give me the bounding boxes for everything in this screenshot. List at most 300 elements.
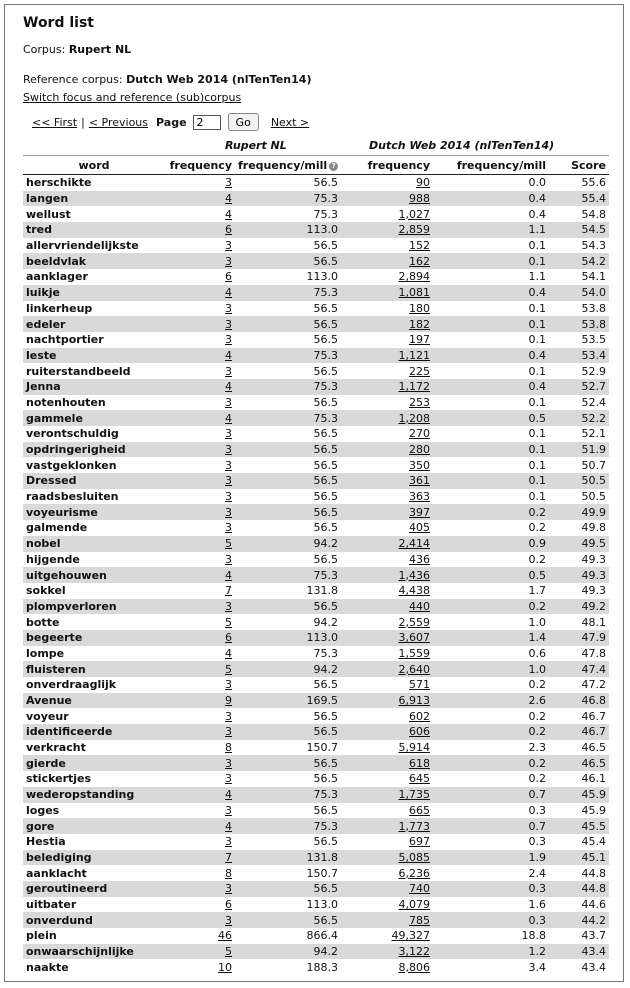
ref-frequency-cell-link[interactable]: 162 xyxy=(409,254,430,268)
frequency-cell-link[interactable]: 3 xyxy=(225,458,232,472)
ref-frequency-mill-cell: 0.4 xyxy=(433,348,549,364)
score-cell: 46.5 xyxy=(581,741,606,755)
help-icon[interactable]: ? xyxy=(329,162,338,171)
frequency-cell-link[interactable]: 3 xyxy=(225,913,232,927)
frequency-cell xyxy=(165,583,235,599)
frequency-mill-cell: 56.5 xyxy=(313,678,338,692)
main-content xyxy=(23,15,609,975)
frequency-cell-link[interactable]: 3 xyxy=(225,474,232,488)
ref-frequency-cell-link[interactable]: 3,607 xyxy=(398,631,430,645)
word-cell: botte xyxy=(26,615,60,629)
frequency-cell-link[interactable]: 5 xyxy=(225,537,232,551)
ref-frequency-mill-cell: 0.1 xyxy=(528,301,546,315)
table-row xyxy=(23,614,609,630)
word-cell: geroutineerd xyxy=(23,881,165,897)
frequency-cell xyxy=(165,285,235,301)
ref-frequency-cell-link[interactable]: 397 xyxy=(409,505,430,519)
ref-frequency-cell xyxy=(341,897,433,913)
frequency-cell-link[interactable]: 4 xyxy=(225,192,232,206)
frequency-cell xyxy=(165,803,235,819)
reference-corpus-name: Dutch Web 2014 (nlTenTen14) xyxy=(126,73,312,86)
word-cell: ruiterstandbeeld xyxy=(26,364,131,378)
ref-frequency-cell-link[interactable]: 90 xyxy=(416,176,430,190)
reference-corpus-group-header: Dutch Web 2014 (nlTenTen14) xyxy=(369,139,555,152)
score-cell: 54.5 xyxy=(549,222,609,238)
ref-frequency-cell xyxy=(341,881,433,897)
score-cell: 54.3 xyxy=(581,239,606,253)
table-row xyxy=(23,724,609,740)
word-cell: aanklager xyxy=(26,270,88,284)
ref-frequency-mill-cell: 0.4 xyxy=(528,207,546,221)
score-cell: 49.5 xyxy=(549,536,609,552)
frequency-cell-link[interactable]: 3 xyxy=(225,443,232,457)
ref-frequency-mill-cell: 0.9 xyxy=(433,536,549,552)
frequency-cell-link[interactable]: 4 xyxy=(225,348,232,362)
ref-frequency-cell xyxy=(341,238,433,254)
ref-frequency-cell xyxy=(341,755,433,771)
frequency-mill-cell: 75.3 xyxy=(235,567,341,583)
next-page-link[interactable]: Next > xyxy=(270,115,310,129)
frequency-cell xyxy=(165,755,235,771)
ref-frequency-cell-link[interactable]: 152 xyxy=(409,239,430,253)
frequency-cell-link[interactable]: 3 xyxy=(225,254,232,268)
word-cell: vastgeklonken xyxy=(26,458,117,472)
ref-frequency-cell xyxy=(341,630,433,646)
ref-frequency-mill-cell: 3.4 xyxy=(528,960,546,974)
ref-frequency-cell-link[interactable]: 988 xyxy=(409,192,430,206)
frequency-cell-link[interactable]: 8 xyxy=(225,741,232,755)
frequency-cell-link[interactable]: 5 xyxy=(225,615,232,629)
table-row xyxy=(23,206,609,222)
frequency-cell-link[interactable]: 46 xyxy=(218,929,232,943)
score-cell: 52.9 xyxy=(581,364,606,378)
ref-frequency-mill-cell: 0.2 xyxy=(433,599,549,615)
word-cell: belediging xyxy=(23,850,165,866)
corpus-name: Rupert NL xyxy=(68,43,132,56)
ref-frequency-cell-link[interactable]: 49,327 xyxy=(391,929,430,943)
table-row xyxy=(23,912,609,928)
table-row xyxy=(23,473,609,489)
column-header-frequency[interactable]: frequency xyxy=(165,156,235,175)
ref-frequency-cell-link[interactable]: 197 xyxy=(409,333,430,347)
table-row xyxy=(23,787,609,803)
word-cell: Jenna xyxy=(23,379,165,395)
frequency-mill-cell: 56.5 xyxy=(235,599,341,615)
first-page-link[interactable]: << First xyxy=(32,115,78,129)
table-row xyxy=(23,865,609,881)
table-row xyxy=(23,803,609,819)
frequency-cell xyxy=(165,865,235,881)
table-row xyxy=(23,630,609,646)
table-row xyxy=(23,708,609,724)
frequency-mill-cell: 56.5 xyxy=(313,521,338,535)
ref-frequency-cell xyxy=(341,850,433,866)
score-cell: 47.9 xyxy=(549,630,609,646)
frequency-cell xyxy=(165,912,235,928)
ref-frequency-cell-link[interactable]: 1,436 xyxy=(398,568,430,582)
ref-frequency-cell-link[interactable]: 1,081 xyxy=(398,286,430,300)
ref-frequency-cell-link[interactable]: 436 xyxy=(409,552,430,566)
ref-frequency-cell-link[interactable]: 606 xyxy=(409,725,430,739)
table-row xyxy=(23,693,609,709)
ref-frequency-cell-link[interactable]: 1,027 xyxy=(398,207,430,221)
ref-frequency-cell-link[interactable]: 363 xyxy=(409,490,430,504)
ref-frequency-cell xyxy=(341,442,433,458)
ref-frequency-cell-link[interactable]: 785 xyxy=(409,913,430,927)
frequency-cell xyxy=(165,316,235,332)
frequency-cell-link[interactable]: 5 xyxy=(225,662,232,676)
frequency-cell xyxy=(165,818,235,834)
frequency-mill-cell: 56.5 xyxy=(235,442,341,458)
score-cell: 52.2 xyxy=(549,410,609,426)
word-cell: verkracht xyxy=(26,741,86,755)
frequency-cell-link[interactable]: 7 xyxy=(225,850,232,864)
column-header-frequency-mill[interactable] xyxy=(235,156,341,175)
frequency-cell xyxy=(165,410,235,426)
frequency-cell-link[interactable]: 4 xyxy=(225,411,232,425)
table-row xyxy=(23,442,609,458)
ref-frequency-cell-link[interactable]: 5,085 xyxy=(398,850,430,864)
score-cell: 50.5 xyxy=(581,490,606,504)
score-cell: 45.1 xyxy=(549,850,609,866)
frequency-cell xyxy=(165,175,235,191)
ref-frequency-mill-cell: 0.1 xyxy=(433,253,549,269)
frequency-cell-link[interactable]: 4 xyxy=(225,207,232,221)
ref-frequency-mill-cell: 0.3 xyxy=(528,835,546,849)
score-cell: 50.5 xyxy=(549,473,609,489)
score-cell: 45.9 xyxy=(581,803,606,817)
ref-frequency-cell-link[interactable]: 350 xyxy=(409,458,430,472)
frequency-mill-cell: 56.5 xyxy=(313,835,338,849)
table-row xyxy=(23,771,609,787)
score-cell: 49.2 xyxy=(549,599,609,615)
column-header-score[interactable]: Score xyxy=(549,156,609,175)
word-cell: uitbater xyxy=(26,897,77,911)
table-row xyxy=(23,363,609,379)
score-cell: 52.4 xyxy=(581,395,606,409)
ref-frequency-cell-link[interactable]: 1,773 xyxy=(398,819,430,833)
score-cell: 46.8 xyxy=(549,693,609,709)
ref-frequency-mill-cell: 1.6 xyxy=(528,897,546,911)
table-row xyxy=(23,944,609,960)
ref-frequency-cell xyxy=(341,504,433,520)
ref-frequency-cell-link[interactable]: 405 xyxy=(409,521,430,535)
frequency-cell xyxy=(165,614,235,630)
ref-frequency-cell xyxy=(341,316,433,332)
word-cell: sokkel xyxy=(26,584,66,598)
word-cell: linkerheup xyxy=(26,301,93,315)
word-cell: loges xyxy=(26,803,60,817)
ref-frequency-cell xyxy=(341,818,433,834)
frequency-cell-link[interactable]: 4 xyxy=(225,286,232,300)
ref-frequency-cell-link[interactable]: 440 xyxy=(409,599,430,613)
frequency-cell xyxy=(165,504,235,520)
score-cell: 53.8 xyxy=(581,301,606,315)
frequency-cell-link[interactable]: 3 xyxy=(225,301,232,315)
ref-frequency-mill-cell: 0.1 xyxy=(528,239,546,253)
table-row xyxy=(23,755,609,771)
frequency-cell xyxy=(165,693,235,709)
frequency-cell-link[interactable]: 3 xyxy=(225,599,232,613)
frequency-mill-cell: 75.3 xyxy=(235,285,341,301)
frequency-cell-link[interactable]: 6 xyxy=(225,897,232,911)
frequency-cell-link[interactable]: 3 xyxy=(225,427,232,441)
score-cell: 47.2 xyxy=(581,678,606,692)
ref-frequency-cell xyxy=(341,175,433,191)
frequency-cell-link[interactable]: 9 xyxy=(225,694,232,708)
score-cell: 52.7 xyxy=(549,379,609,395)
ref-frequency-mill-cell: 1.7 xyxy=(528,584,546,598)
word-cell: opdringerigheid xyxy=(23,442,165,458)
frequency-cell-link[interactable]: 6 xyxy=(225,223,232,237)
frequency-cell xyxy=(165,661,235,677)
frequency-cell-link[interactable]: 4 xyxy=(225,819,232,833)
ref-frequency-cell xyxy=(341,944,433,960)
ref-frequency-cell-link[interactable]: 4,438 xyxy=(398,584,430,598)
frequency-cell xyxy=(165,850,235,866)
ref-frequency-cell xyxy=(341,410,433,426)
word-cell: hijgende xyxy=(26,552,80,566)
ref-frequency-cell xyxy=(341,301,433,317)
ref-frequency-mill-cell: 18.8 xyxy=(521,929,546,943)
frequency-mill-cell: 75.3 xyxy=(235,410,341,426)
ref-frequency-mill-cell: 1.9 xyxy=(433,850,549,866)
ref-frequency-cell-link[interactable]: 2,414 xyxy=(398,537,430,551)
frequency-mill-cell: 56.5 xyxy=(313,333,338,347)
ref-frequency-cell-link[interactable]: 602 xyxy=(409,709,430,723)
frequency-cell xyxy=(165,928,235,944)
score-cell: 44.2 xyxy=(549,912,609,928)
score-cell: 47.4 xyxy=(549,661,609,677)
ref-frequency-mill-cell: 0.1 xyxy=(528,490,546,504)
ref-frequency-cell xyxy=(341,771,433,787)
word-cell: beeldvlak xyxy=(23,253,165,269)
word-cell: uitgehouwen xyxy=(23,567,165,583)
ref-frequency-mill-cell: 0.1 xyxy=(528,364,546,378)
go-button[interactable]: Go xyxy=(228,113,259,131)
ref-frequency-cell-link[interactable]: 1,172 xyxy=(398,380,430,394)
ref-frequency-cell xyxy=(341,473,433,489)
frequency-mill-cell: 56.5 xyxy=(235,473,341,489)
pagination xyxy=(23,112,609,132)
frequency-cell-link[interactable]: 3 xyxy=(225,395,232,409)
frequency-cell-link[interactable]: 3 xyxy=(225,725,232,739)
table-row xyxy=(23,285,609,301)
ref-frequency-cell xyxy=(341,567,433,583)
table-row xyxy=(23,269,609,285)
ref-frequency-cell-link[interactable]: 6,913 xyxy=(398,694,430,708)
ref-frequency-cell-link[interactable]: 571 xyxy=(409,678,430,692)
ref-frequency-cell xyxy=(341,803,433,819)
frequency-mill-cell: 56.5 xyxy=(313,239,338,253)
switch-corpus-link[interactable]: Switch focus and reference (sub)corpus xyxy=(23,91,242,104)
frequency-mill-cell: 56.5 xyxy=(313,709,338,723)
ref-frequency-cell-link[interactable]: 697 xyxy=(409,835,430,849)
frequency-cell-link[interactable]: 3 xyxy=(225,678,232,692)
frequency-cell-link[interactable]: 4 xyxy=(225,646,232,660)
frequency-cell-link[interactable]: 3 xyxy=(225,772,232,786)
frequency-cell xyxy=(165,301,235,317)
ref-frequency-mill-cell: 0.1 xyxy=(433,473,549,489)
ref-frequency-cell-link[interactable]: 2,859 xyxy=(398,223,430,237)
frequency-cell-link[interactable]: 6 xyxy=(225,631,232,645)
page-number-input[interactable] xyxy=(193,115,221,130)
ref-frequency-cell-link[interactable]: 253 xyxy=(409,395,430,409)
frequency-cell-link[interactable]: 3 xyxy=(225,521,232,535)
ref-frequency-cell-link[interactable]: 3,122 xyxy=(398,945,430,959)
ref-frequency-mill-cell: 0.4 xyxy=(433,379,549,395)
ref-frequency-cell-link[interactable]: 665 xyxy=(409,803,430,817)
frequency-cell-link[interactable]: 8 xyxy=(225,866,232,880)
frequency-cell-link[interactable]: 3 xyxy=(225,505,232,519)
frequency-cell xyxy=(165,473,235,489)
ref-frequency-cell xyxy=(341,928,433,944)
ref-frequency-cell-link[interactable]: 270 xyxy=(409,427,430,441)
ref-frequency-cell-link[interactable]: 2,640 xyxy=(398,662,430,676)
frequency-cell xyxy=(165,724,235,740)
ref-frequency-mill-cell: 2.3 xyxy=(528,741,546,755)
ref-frequency-cell xyxy=(341,834,433,850)
table-row xyxy=(23,504,609,520)
ref-frequency-cell-link[interactable]: 6,236 xyxy=(398,866,430,880)
frequency-cell-link[interactable]: 5 xyxy=(225,945,232,959)
ref-frequency-cell-link[interactable]: 645 xyxy=(409,772,430,786)
corpus-info xyxy=(23,43,609,56)
frequency-cell xyxy=(165,363,235,379)
frequency-cell xyxy=(165,881,235,897)
frequency-cell-link[interactable]: 3 xyxy=(225,333,232,347)
word-cell: onwaarschijnlijke xyxy=(23,944,165,960)
ref-frequency-cell-link[interactable]: 8,806 xyxy=(398,960,430,974)
ref-frequency-cell xyxy=(341,740,433,756)
ref-frequency-cell-link[interactable]: 5,914 xyxy=(398,741,430,755)
ref-frequency-cell-link[interactable]: 2,894 xyxy=(398,270,430,284)
ref-frequency-cell-link[interactable]: 1,735 xyxy=(398,788,430,802)
column-header-ref-frequency[interactable]: frequency xyxy=(341,156,433,175)
ref-frequency-cell xyxy=(341,457,433,473)
ref-frequency-cell-link[interactable]: 182 xyxy=(409,317,430,331)
score-cell: 45.4 xyxy=(581,835,606,849)
reference-corpus-info xyxy=(23,73,609,86)
word-cell: onverdund xyxy=(23,912,165,928)
word-cell: galmende xyxy=(26,521,88,535)
word-cell: aanklacht xyxy=(26,866,87,880)
ref-frequency-cell-link[interactable]: 1,559 xyxy=(398,646,430,660)
ref-frequency-cell-link[interactable]: 361 xyxy=(409,474,430,488)
table-row xyxy=(23,552,609,568)
score-cell: 55.4 xyxy=(549,191,609,207)
column-header-word[interactable]: word xyxy=(23,156,165,175)
frequency-cell-link[interactable]: 3 xyxy=(225,756,232,770)
frequency-cell-link[interactable]: 6 xyxy=(225,270,232,284)
column-header-ref-frequency-mill[interactable]: frequency/mill xyxy=(433,156,549,175)
ref-frequency-cell-link[interactable]: 225 xyxy=(409,364,430,378)
frequency-cell xyxy=(165,253,235,269)
frequency-cell-link[interactable]: 3 xyxy=(225,882,232,896)
ref-frequency-mill-cell: 0.1 xyxy=(528,395,546,409)
ref-frequency-cell-link[interactable]: 740 xyxy=(409,882,430,896)
ref-frequency-mill-cell: 0.7 xyxy=(433,818,549,834)
ref-frequency-mill-cell: 0.2 xyxy=(528,709,546,723)
frequency-cell-link[interactable]: 4 xyxy=(225,788,232,802)
frequency-mill-cell: 94.2 xyxy=(235,944,341,960)
frequency-cell xyxy=(165,834,235,850)
frequency-cell xyxy=(165,489,235,505)
word-cell: onverdraaglijk xyxy=(26,678,117,692)
ref-frequency-cell-link[interactable]: 1,121 xyxy=(398,348,430,362)
frequency-cell xyxy=(165,442,235,458)
frequency-mill-cell: 131.8 xyxy=(235,850,341,866)
frequency-mill-cell: 56.5 xyxy=(313,803,338,817)
score-cell: 46.1 xyxy=(581,772,606,786)
frequency-cell-link[interactable]: 3 xyxy=(225,364,232,378)
ref-frequency-mill-cell: 0.0 xyxy=(528,176,546,190)
frequency-cell-link[interactable]: 10 xyxy=(218,960,232,974)
frequency-cell-link[interactable]: 3 xyxy=(225,176,232,190)
score-cell: 55.6 xyxy=(581,176,606,190)
corpus-label: Corpus: xyxy=(23,43,66,56)
ref-frequency-cell-link[interactable]: 618 xyxy=(409,756,430,770)
frequency-mill-cell: 56.5 xyxy=(235,881,341,897)
frequency-cell-link[interactable]: 4 xyxy=(225,380,232,394)
frequency-mill-cell: 56.5 xyxy=(313,395,338,409)
table-row xyxy=(23,332,609,348)
table-row xyxy=(23,489,609,505)
previous-page-link[interactable]: < Previous xyxy=(88,115,149,129)
ref-frequency-cell-link[interactable]: 2,559 xyxy=(398,615,430,629)
frequency-cell-link[interactable]: 3 xyxy=(225,552,232,566)
frequency-cell-link[interactable]: 3 xyxy=(225,803,232,817)
score-cell: 46.7 xyxy=(581,709,606,723)
ref-frequency-cell xyxy=(341,552,433,568)
table-row xyxy=(23,850,609,866)
frequency-cell xyxy=(165,191,235,207)
frequency-cell-link[interactable]: 3 xyxy=(225,490,232,504)
word-cell: plein xyxy=(26,929,57,943)
page-label: Page xyxy=(156,115,187,129)
ref-frequency-cell-link[interactable]: 1,208 xyxy=(398,411,430,425)
frequency-cell xyxy=(165,959,235,975)
frequency-mill-label: frequency/mill xyxy=(238,158,328,172)
ref-frequency-cell-link[interactable]: 280 xyxy=(409,443,430,457)
frequency-cell-link[interactable]: 4 xyxy=(225,568,232,582)
score-cell: 44.8 xyxy=(549,881,609,897)
frequency-cell-link[interactable]: 3 xyxy=(225,317,232,331)
frequency-cell xyxy=(165,708,235,724)
frequency-mill-cell: 56.5 xyxy=(235,755,341,771)
frequency-mill-cell: 56.5 xyxy=(313,552,338,566)
frequency-cell-link[interactable]: 3 xyxy=(225,835,232,849)
frequency-mill-cell: 56.5 xyxy=(235,316,341,332)
frequency-cell xyxy=(165,567,235,583)
ref-frequency-cell xyxy=(341,912,433,928)
table-row xyxy=(23,536,609,552)
ref-frequency-mill-cell: 2.6 xyxy=(433,693,549,709)
frequency-cell xyxy=(165,457,235,473)
ref-frequency-cell-link[interactable]: 4,079 xyxy=(398,897,430,911)
word-cell: begeerte xyxy=(23,630,165,646)
word-cell: edeler xyxy=(23,316,165,332)
frequency-cell-link[interactable]: 3 xyxy=(225,709,232,723)
ref-frequency-mill-cell: 0.3 xyxy=(433,912,549,928)
score-cell: 47.8 xyxy=(581,646,606,660)
ref-frequency-cell-link[interactable]: 180 xyxy=(409,301,430,315)
word-cell: stickertjes xyxy=(26,772,92,786)
frequency-mill-cell: 56.5 xyxy=(313,772,338,786)
table-row xyxy=(23,457,609,473)
frequency-cell-link[interactable]: 3 xyxy=(225,239,232,253)
frequency-cell-link[interactable]: 7 xyxy=(225,584,232,598)
